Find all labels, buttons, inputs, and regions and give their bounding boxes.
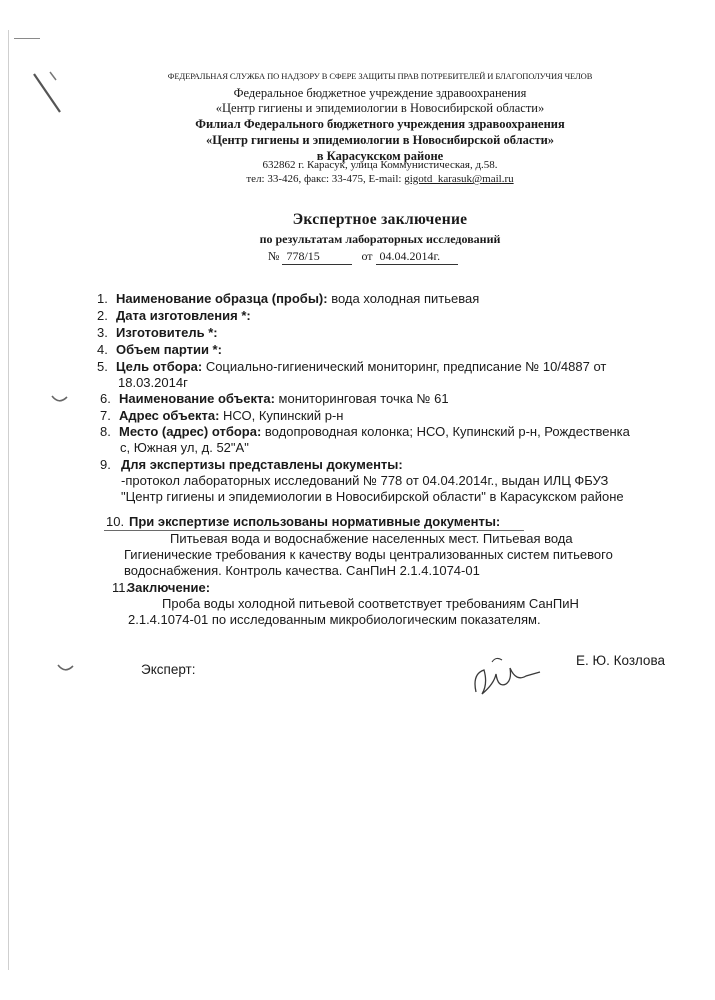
normative-doc-text-line3: водоснабжения. Контроль качества. СанПиН 2.1.4.1074-01 bbox=[124, 563, 480, 578]
email-link[interactable]: gigotd_karasuk@mail.ru bbox=[404, 173, 514, 185]
item-conclusion: 11.Заключение: bbox=[112, 580, 211, 595]
conclusion-text-line2: 2.1.4.1074-01 по исследованным микробиологическим показателям. bbox=[128, 612, 541, 627]
branch-name-line2: «Центр гигиены и эпидемиологии в Новосибирской области» bbox=[205, 133, 555, 147]
scan-corner-mark bbox=[30, 70, 70, 120]
item-sampling-purpose: 5. Цель отбора: Социально-гигиенический мониторинг, предписание № 10/4887 от bbox=[97, 359, 607, 374]
item-manufacture-date: 2. Дата изготовления *: bbox=[97, 308, 251, 323]
item-sample-name: 1. Наименование образца (пробы): вода холодная питьевая bbox=[97, 291, 480, 306]
conclusion-text-line1: Проба воды холодной питьевой соответствует требованиям СанПиН bbox=[162, 596, 579, 611]
scan-margin-line bbox=[8, 30, 9, 970]
number-prefix: № bbox=[268, 249, 280, 263]
contacts-text: тел: 33-426, факс: 33-475, E-mail: bbox=[246, 173, 405, 185]
item-normative-docs: 10. При экспертизе использованы нормативные документы: bbox=[106, 514, 501, 529]
normative-doc-text-line2: Гигиенические требования к качеству воды централизованных систем питьевого bbox=[124, 547, 613, 562]
item-object-name: 6. Наименование объекта: мониторинговая точка № 61 bbox=[100, 391, 449, 406]
item-sampling-place: 8. Место (адрес) отбора: водопроводная колонка; НСО, Купинский р-н, Рождественка bbox=[100, 424, 630, 439]
org-name-line2: «Центр гигиены и эпидемиологии в Новосибирской области» bbox=[215, 101, 545, 115]
document-number: 778/15 bbox=[282, 249, 352, 265]
item-object-address: 7. Адрес объекта: НСО, Купинский р-н bbox=[100, 408, 344, 423]
org-name-line1: Федеральное бюджетное учреждение здравоохранения bbox=[233, 86, 527, 100]
number-from: от bbox=[361, 249, 373, 263]
punch-hole-mark bbox=[56, 662, 76, 676]
item-batch-volume: 4. Объем партии *: bbox=[97, 342, 222, 357]
item-documents-issuer: "Центр гигиены и эпидемиологии в Новосибирской области" в Карасукском районе bbox=[121, 489, 624, 504]
document-number-line bbox=[268, 249, 458, 265]
document-title: Экспертное заключение bbox=[292, 211, 468, 228]
item-documents-protocol: -протокол лабораторных исследований № 778 от 04.04.2014г., выдан ИЛЦ ФБУЗ bbox=[121, 473, 609, 488]
item-sampling-purpose-cont: 18.03.2014г bbox=[118, 375, 188, 390]
normative-doc-text-line1: Питьевая вода и водоснабжение населенных мест. Питьевая вода bbox=[170, 531, 573, 546]
agency-name: ФЕДЕРАЛЬНАЯ СЛУЖБА ПО НАДЗОРУ В СФЕРЕ ЗАЩИТЫ ПРАВ ПОТРЕБИТЕЛЕЙ И БЛАГОПОЛУЧИЯ ЧЕЛОВ bbox=[167, 71, 593, 81]
org-address: 632862 г. Карасук, улица Коммунистическая, д.58. bbox=[262, 159, 498, 171]
branch-name-line1: Филиал Федерального бюджетного учреждения здравоохранения bbox=[195, 117, 565, 131]
scan-top-line bbox=[14, 38, 40, 39]
handwritten-signature bbox=[466, 654, 546, 700]
item-sampling-place-cont: с, Южная ул, д. 52"А" bbox=[120, 440, 249, 455]
document-subtitle: по результатам лабораторных исследований bbox=[259, 232, 501, 246]
document-date: 04.04.2014г. bbox=[376, 249, 458, 265]
branch-district: в Карасукском районе bbox=[316, 149, 444, 163]
punch-hole-mark bbox=[50, 393, 70, 407]
expert-name: Е. Ю. Козлова bbox=[576, 653, 665, 668]
item-manufacturer: 3. Изготовитель *: bbox=[97, 325, 218, 340]
org-contacts bbox=[100, 173, 660, 185]
expert-label: Эксперт: bbox=[141, 662, 196, 677]
item-documents: 9. Для экспертизы представлены документы: bbox=[100, 457, 403, 472]
